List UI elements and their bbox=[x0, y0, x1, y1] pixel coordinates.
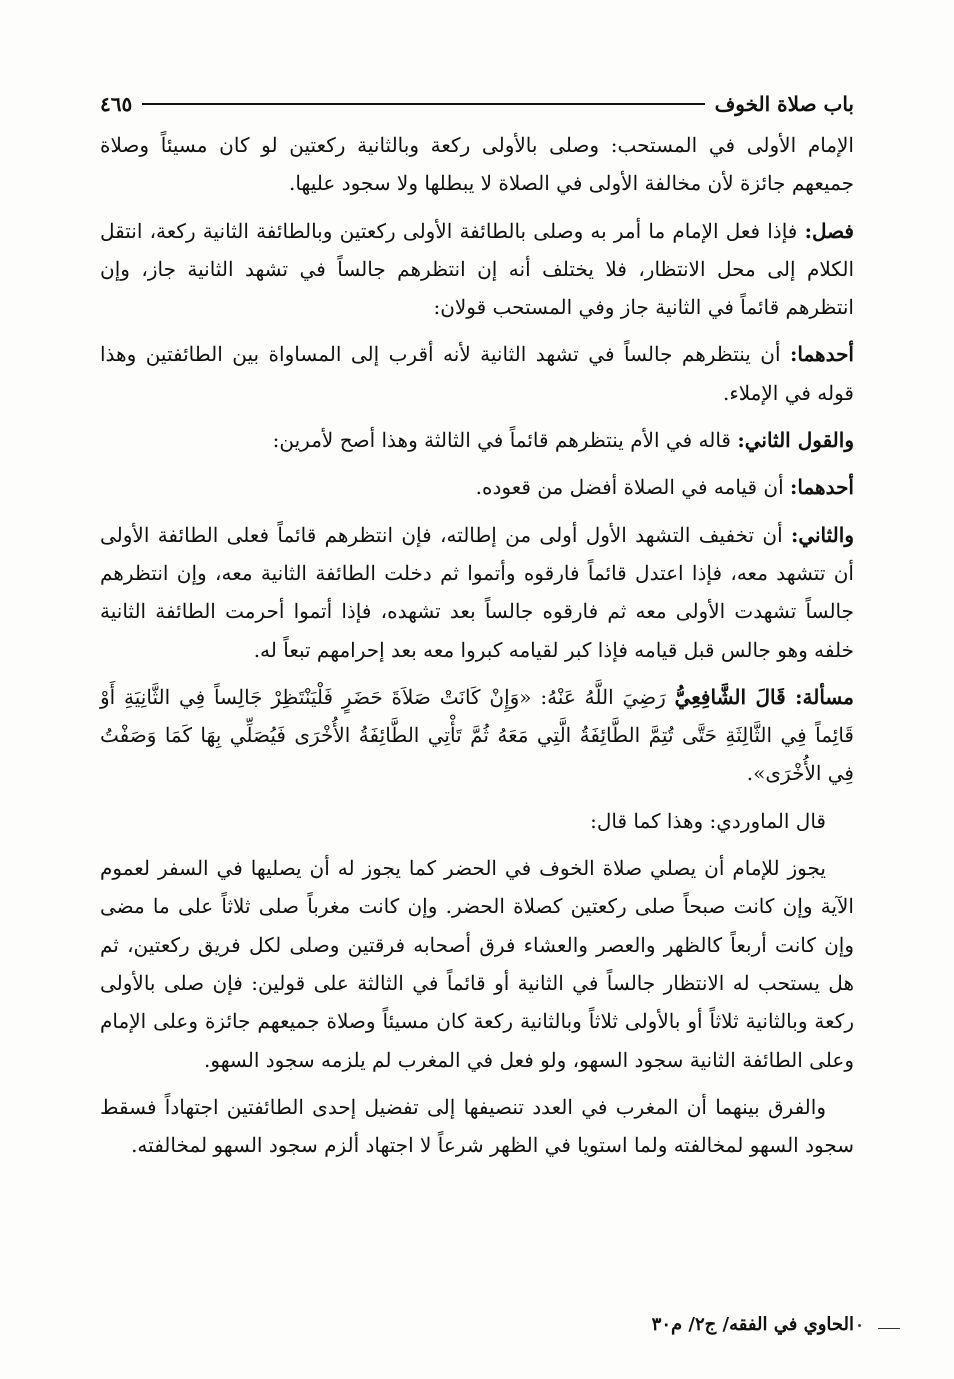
running-head bbox=[100, 86, 854, 122]
paragraph-4-lead: والقول الثاني: bbox=[737, 428, 854, 453]
paragraph-9 bbox=[100, 849, 854, 1079]
paragraph-2-text: فإذا فعل الإمام ما أمر به وصلى بالطائفة الأولى ركعتين وبالطائفة الثانية ركعة، انتقل الكلام إلى محل الانتظار، فلا يختلف أنه إن انتظرهم جالساً في تشهد الثانية جاز، وإن انتظرهم قائماً في الثانية جاز وفي المستحب قولان: bbox=[100, 218, 854, 320]
paragraph-1-text: الإمام الأولى في المستحب: وصلى بالأولى ركعة وبالثانية ركعتين لو كان مسيئاً وصلاة جميعهم جائزة لأن مخالفة الأولى في الصلاة لا يبطلها ولا سجود عليها. bbox=[100, 133, 854, 196]
paragraph-6-text: أن تخفيف التشهد الأول أولى من إطالته، فإن انتظرهم قائماً فعلى الطائفة الأولى أن تتشهد معه، فإذا اعتدل قائماً فارقوه وأتموا ثم دخلت الطائفة الثانية معه، وإن انتظرهم جالساً تشهدت الأولى معه ثم فارقوه جالساً بعد تشهده، فإذا أتموا أحرمت الطائفة الثانية خلفه وهو جالس قبل قيامه فإذا كبر لقيامه كبروا معه بعد إحرامهم تبعاً له. bbox=[100, 522, 854, 662]
paragraph-1 bbox=[100, 126, 854, 203]
paragraph-8-text: قال الماوردي: وهذا كما قال: bbox=[590, 808, 826, 833]
paragraph-10 bbox=[100, 1088, 854, 1165]
paragraph-7-text: رَضِيَ اللَّهُ عَنْهُ: «وَإِنْ كَانَتْ صَلاَةَ حَضَرٍ فَلْيَنْتَظِرْ جَالِساً فِي الثَّانِيَةِ أَوْ قَائِماً فِي الثَّالِثَةِ حَتَّى تُتِمَّ الطَّائِفَةُ الَّتِي مَعَهُ ثُمَّ تَأْتِي الطَّائِفَةُ الأُخْرَى فَيُصَلِّي بِهَا كَمَا وَصَفْتُ فِي الأُخْرَى». bbox=[100, 684, 854, 786]
paragraph-2 bbox=[100, 212, 854, 327]
paragraph-3-lead: أحدهما: bbox=[789, 342, 854, 367]
page-number: ٤٦٥ bbox=[100, 92, 133, 116]
paragraph-5-lead: أحدهما: bbox=[789, 475, 854, 500]
paragraph-6 bbox=[100, 516, 854, 669]
paragraph-9-text: يجوز للإمام أن يصلي صلاة الخوف في الحضر كما يجوز له أن يصليها في السفر لعموم الآية وإن كانت صبحاً صلى ركعتين كصلاة الحضر. وإن كانت مغرباً صلى ثلاثاً على ما مضى وإن كانت أربعاً كالظهر والعصر والعشاء فرق أصحابه فرقتين وصلى لكل فريق ركعتين، ثم هل يستحب له الانتظار جالساً في الثانية أو قائماً في الثالثة على قولين: فإن صلى بالأولى ركعة وبالثانية ثلاثاً أو بالأولى ثلاثاً وبالثانية ركعة كان مسيئاً وصلاة جميعهم جائزة وعلى الإمام وعلى الطائفة الثانية سجود السهو، ولو فعل في المغرب لم يلزمه سجود السهو. bbox=[100, 856, 854, 1072]
paragraph-6-lead: والثاني: bbox=[790, 522, 854, 547]
chapter-title: باب صلاة الخوف bbox=[714, 92, 854, 116]
paragraph-5 bbox=[100, 468, 854, 506]
paragraph-5-text: أن قيامه في الصلاة أفضل من قعوده. bbox=[475, 475, 790, 500]
paragraph-7 bbox=[100, 678, 854, 793]
footer-dot bbox=[858, 1324, 861, 1327]
header-rule bbox=[142, 103, 704, 105]
paragraph-8 bbox=[100, 802, 854, 840]
book-signature: الحاوي في الفقه/ ج٢/ م٣٠ bbox=[651, 1314, 854, 1335]
paragraph-3 bbox=[100, 335, 854, 412]
paragraph-4 bbox=[100, 421, 854, 459]
paragraph-7-lead: مسألة: قَالَ الشَّافِعِيُّ bbox=[674, 684, 854, 709]
paragraph-2-lead: فصل: bbox=[804, 218, 854, 243]
main-text bbox=[100, 126, 854, 1173]
paragraph-10-text: والفرق بينهما أن المغرب في العدد تنصيفها إلى تفضيل إحدى الطائفتين اجتهاداً فسقط سجود السهو لمخالفته ولما استويا في الظهر شرعاً لا اجتهاد ألزم سجود السهو لمخالفته. bbox=[100, 1094, 854, 1158]
paragraph-3-text: أن ينتظرهم جالساً في تشهد الثانية لأنه أقرب إلى المساواة بين الطائفتين وهذا قوله في الإملاء. bbox=[100, 342, 854, 405]
paragraph-4-text: قاله في الأم ينتظرهم قائماً في الثالثة وهذا أصح لأمرين: bbox=[272, 428, 738, 453]
footer-dash bbox=[878, 1328, 900, 1329]
